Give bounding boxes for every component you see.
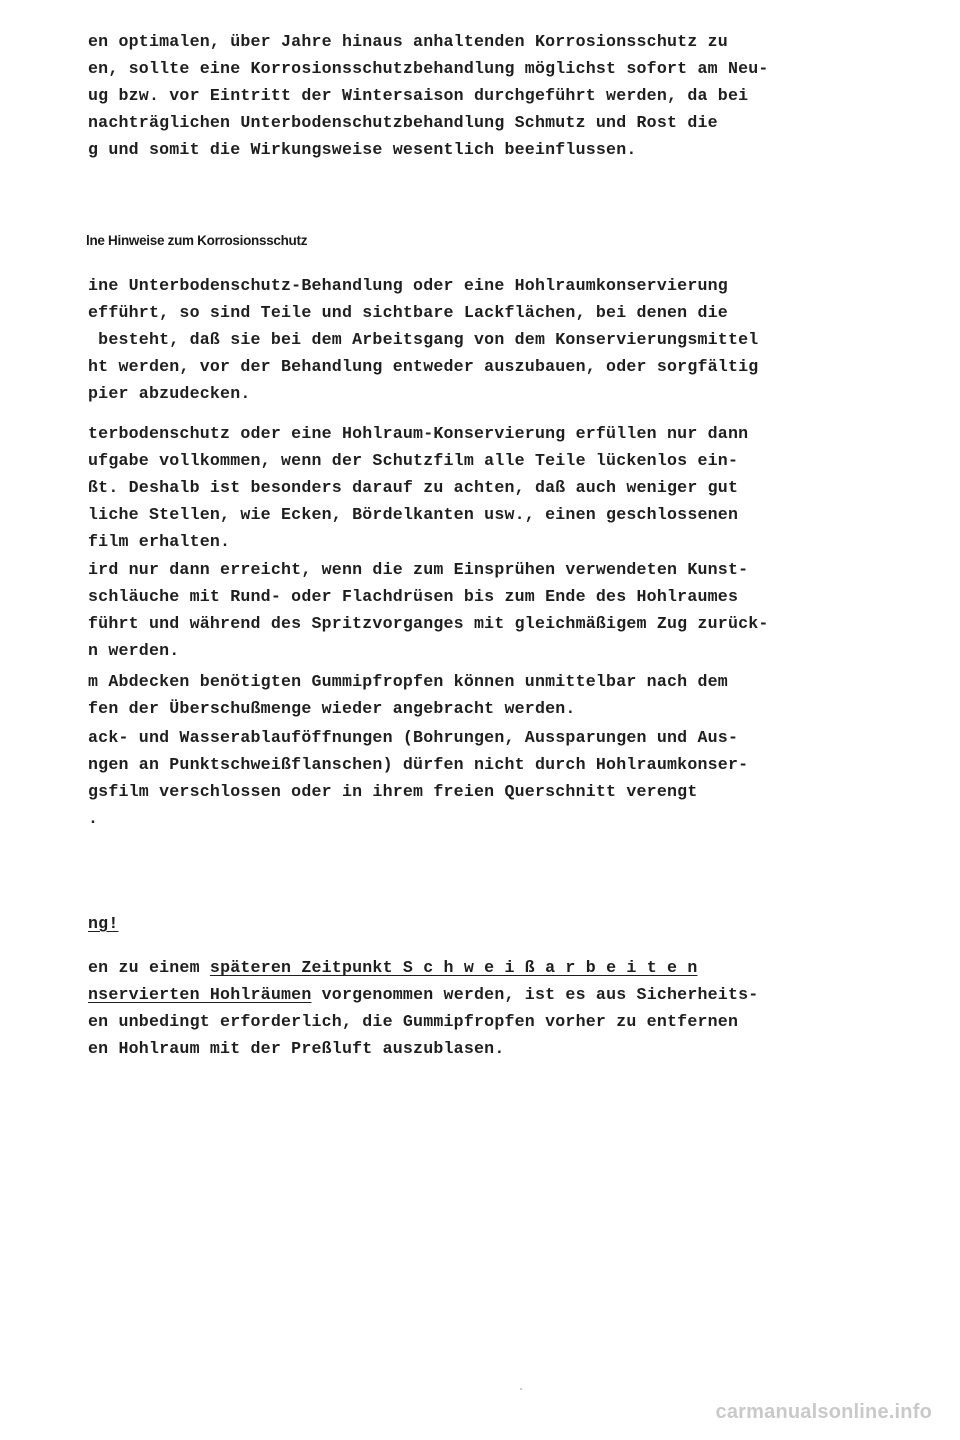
warning-line-1 (88, 954, 938, 981)
section-heading: lne Hinweise zum Korrosionsschutz (86, 233, 308, 248)
text-line: ngen an Punktschweißflanschen) dürfen nicht durch Hohlraumkonser- (88, 755, 749, 774)
text-line: führt und während des Spritzvorganges mit gleichmäßigem Zug zurück- (88, 614, 769, 633)
intro-paragraph (88, 28, 938, 163)
text-line: n werden. (88, 641, 180, 660)
text-line: efführt, so sind Teile und sichtbare Lackflächen, bei denen die (88, 303, 728, 322)
warning-line-3: en unbedingt erforderlich, die Gummipfropfen vorher zu entfernen (88, 1012, 739, 1031)
text-line: pier abzudecken. (88, 384, 251, 403)
paragraph-two (88, 420, 938, 555)
text-line: m Abdecken benötigten Gummipfropfen können unmittelbar nach dem (88, 672, 728, 691)
warning-line-1-underlined: späteren Zeitpunkt S c h w e i ß a r b e i t e n (209, 958, 698, 977)
paragraph-one (88, 272, 938, 407)
paragraph-three (88, 556, 938, 664)
paragraph-four (88, 668, 938, 722)
paragraph-five (88, 724, 938, 832)
text-line: ine Unterbodenschutz-Behandlung oder eine Hohlraumkonservierung (88, 276, 728, 295)
text-line: terbodenschutz oder eine Hohlraum-Konservierung erfüllen nur dann (88, 424, 749, 443)
warning-line-1-pre: en zu einem (88, 958, 210, 977)
warning-line-4: en Hohlraum mit der Preßluft auszublasen. (88, 1039, 505, 1058)
warning-line-2-underlined: nservierten Hohlräumen (88, 985, 312, 1004)
text-line: besteht, daß sie bei dem Arbeitsgang von dem Konservierungsmittel (88, 330, 759, 349)
text-line: gsfilm verschlossen oder in ihrem freien Querschnitt verengt (88, 782, 698, 801)
warning-line-2 (88, 981, 938, 1008)
text-line: film erhalten. (88, 532, 231, 551)
text-line: en, sollte eine Korrosionsschutzbehandlung möglichst sofort am Neu- (88, 59, 769, 78)
warning-line-2-post: vorgenommen werden, ist es aus Sicherheits- (311, 985, 759, 1004)
scan-speck (520, 1388, 522, 1390)
watermark: carmanualsonline.info (715, 1401, 932, 1423)
text-line: g und somit die Wirkungsweise wesentlich beeinflussen. (88, 140, 637, 159)
text-line: ht werden, vor der Behandlung entweder auszubauen, oder sorgfältig (88, 357, 759, 376)
text-line: ßt. Deshalb ist besonders darauf zu achten, daß auch weniger gut (88, 478, 739, 497)
warning-heading: ng! (88, 914, 119, 933)
text-line: fen der Überschußmenge wieder angebracht werden. (88, 699, 576, 718)
text-line: ack- und Wasserablauföffnungen (Bohrungen, Aussparungen und Aus- (88, 728, 739, 747)
warning-paragraph (88, 954, 938, 1062)
warning-heading-block (88, 910, 938, 937)
text-line: ufgabe vollkommen, wenn der Schutzfilm alle Teile lückenlos ein- (88, 451, 739, 470)
text-line: liche Stellen, wie Ecken, Bördelkanten usw., einen geschlossenen (88, 505, 739, 524)
text-line: en optimalen, über Jahre hinaus anhaltenden Korrosionsschutz zu (88, 32, 728, 51)
text-line: ug bzw. vor Eintritt der Wintersaison durchgeführt werden, da bei (88, 86, 749, 105)
text-line: . (88, 809, 99, 828)
text-line: ird nur dann erreicht, wenn die zum Einsprühen verwendeten Kunst- (88, 560, 749, 579)
text-line: nachträglichen Unterbodenschutzbehandlung Schmutz und Rost die (88, 113, 718, 132)
text-line: schläuche mit Rund- oder Flachdrüsen bis zum Ende des Hohlraumes (88, 587, 739, 606)
